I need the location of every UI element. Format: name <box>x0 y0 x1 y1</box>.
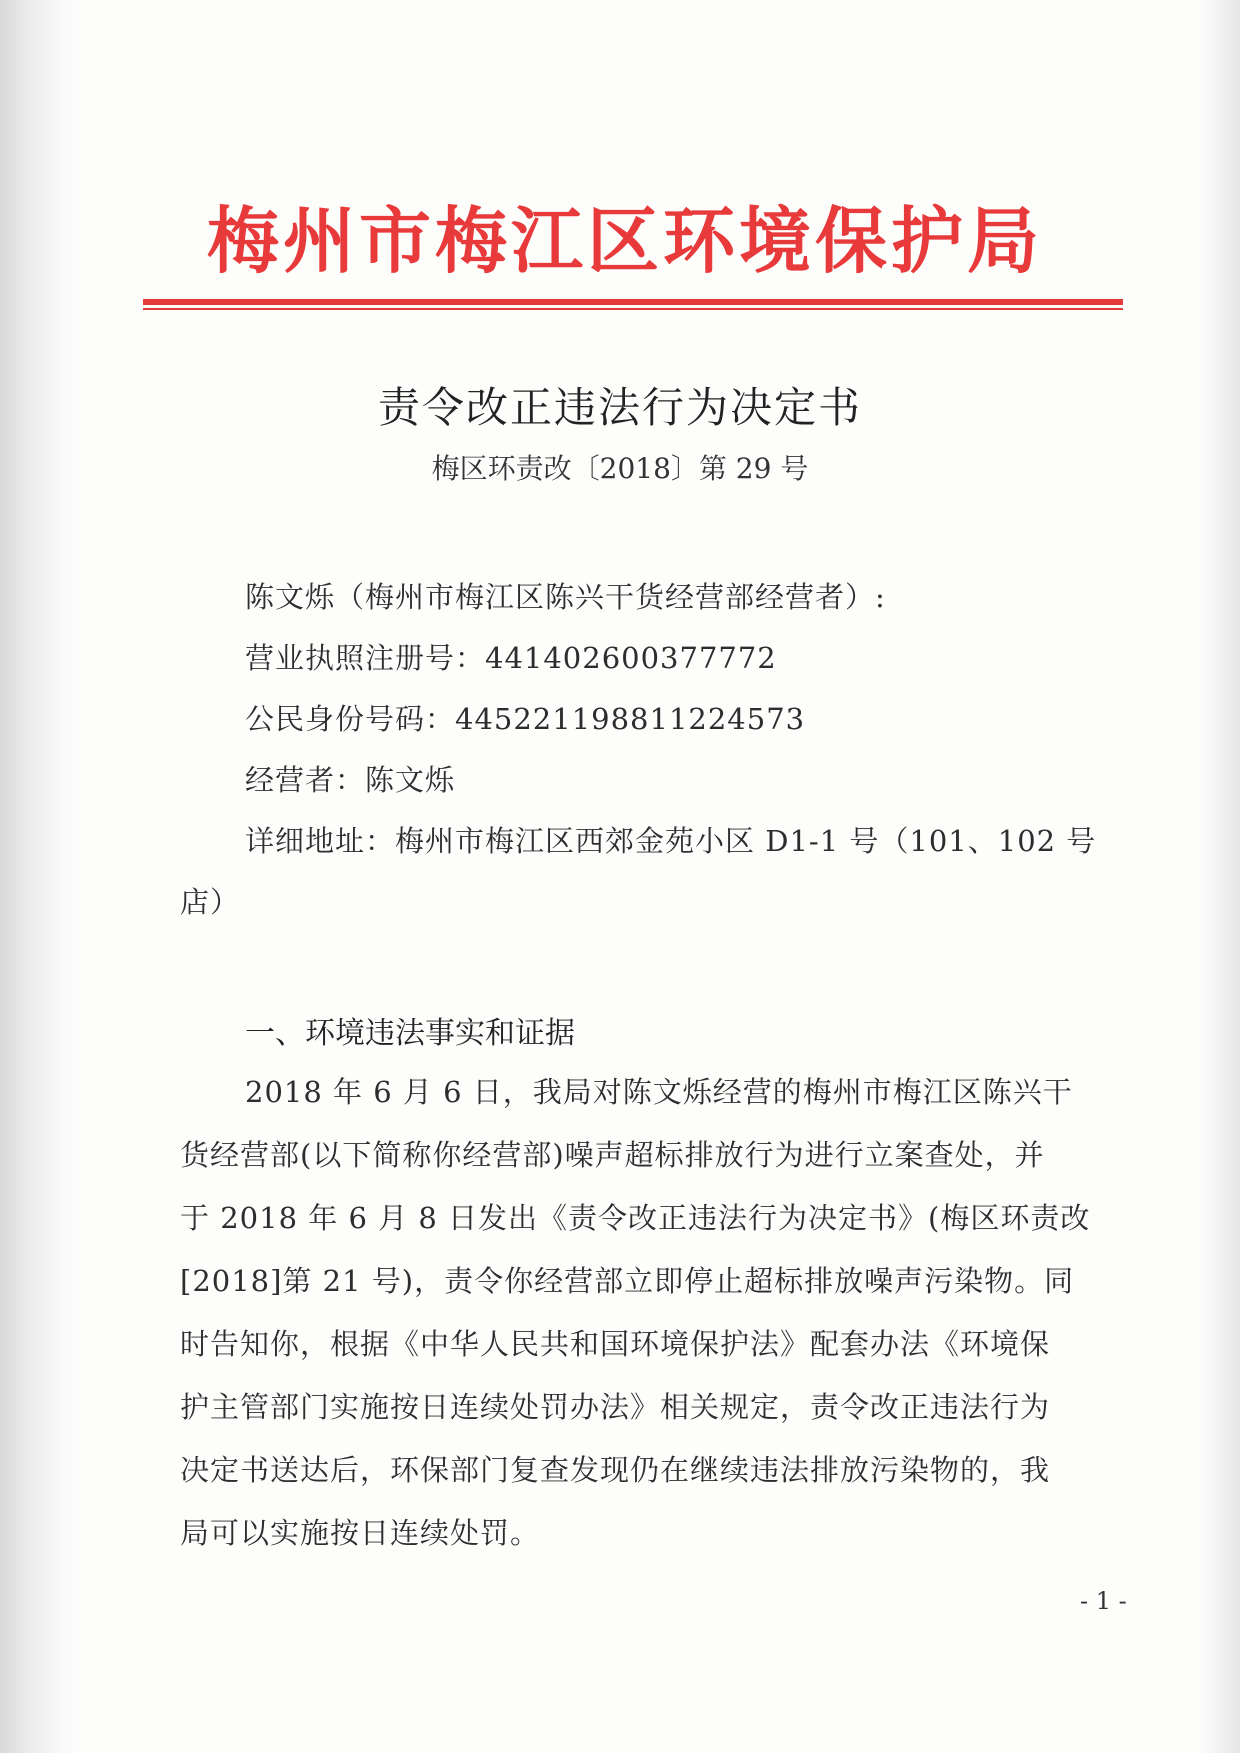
document-number: 梅区环责改〔2018〕第 29 号 <box>431 452 809 485</box>
address: 详细地址：梅州市梅江区西郊金苑小区 D1-1 号（101、102 号 <box>245 824 1097 858</box>
paragraph-line: 决定书送达后，环保部门复查发现仍在继续违法排放污染物的，我 <box>180 1453 1051 1487</box>
paragraph-line: 局可以实施按日连续处罚。 <box>180 1516 541 1550</box>
paragraph-line: 护主管部门实施按日连续处罚办法》相关规定，责令改正违法行为 <box>180 1390 1051 1424</box>
paragraph-line: 2018 年 6 月 6 日，我局对陈文烁经营的梅州市梅江区陈兴干 <box>245 1075 1073 1109</box>
address-continued: 店） <box>180 885 241 919</box>
paragraph-line: 时告知你，根据《中华人民共和国环境保护法》配套办法《环境保 <box>180 1327 1051 1361</box>
document-title: 责令改正违法行为决定书 <box>377 383 862 432</box>
agency-header: 梅州市梅江区环境保护局 <box>206 199 1043 283</box>
operator: 经营者：陈文烁 <box>245 763 456 797</box>
scan-edge-left <box>0 0 80 1753</box>
paragraph-line: 货经营部(以下简称你经营部)噪声超标排放行为进行立案查处，并 <box>180 1138 1045 1172</box>
business-license: 营业执照注册号：441402600377772 <box>245 641 777 675</box>
section-heading: 一、环境违法事实和证据 <box>245 1016 575 1051</box>
page-number: - 1 - <box>1080 1587 1127 1615</box>
citizen-id: 公民身份号码：445221198811224573 <box>245 702 806 736</box>
paragraph-line: [2018]第 21 号)，责令你经营部立即停止超标排放噪声污染物。同 <box>180 1264 1075 1298</box>
paragraph-line: 于 2018 年 6 月 8 日发出《责令改正违法行为决定书》(梅区环责改 <box>180 1201 1091 1235</box>
recipient-name: 陈文烁（梅州市梅江区陈兴干货经营部经营者）: <box>245 580 886 614</box>
scan-edge-right <box>1200 0 1240 1753</box>
red-rule-thick <box>143 299 1123 305</box>
red-rule-thin <box>143 308 1123 310</box>
